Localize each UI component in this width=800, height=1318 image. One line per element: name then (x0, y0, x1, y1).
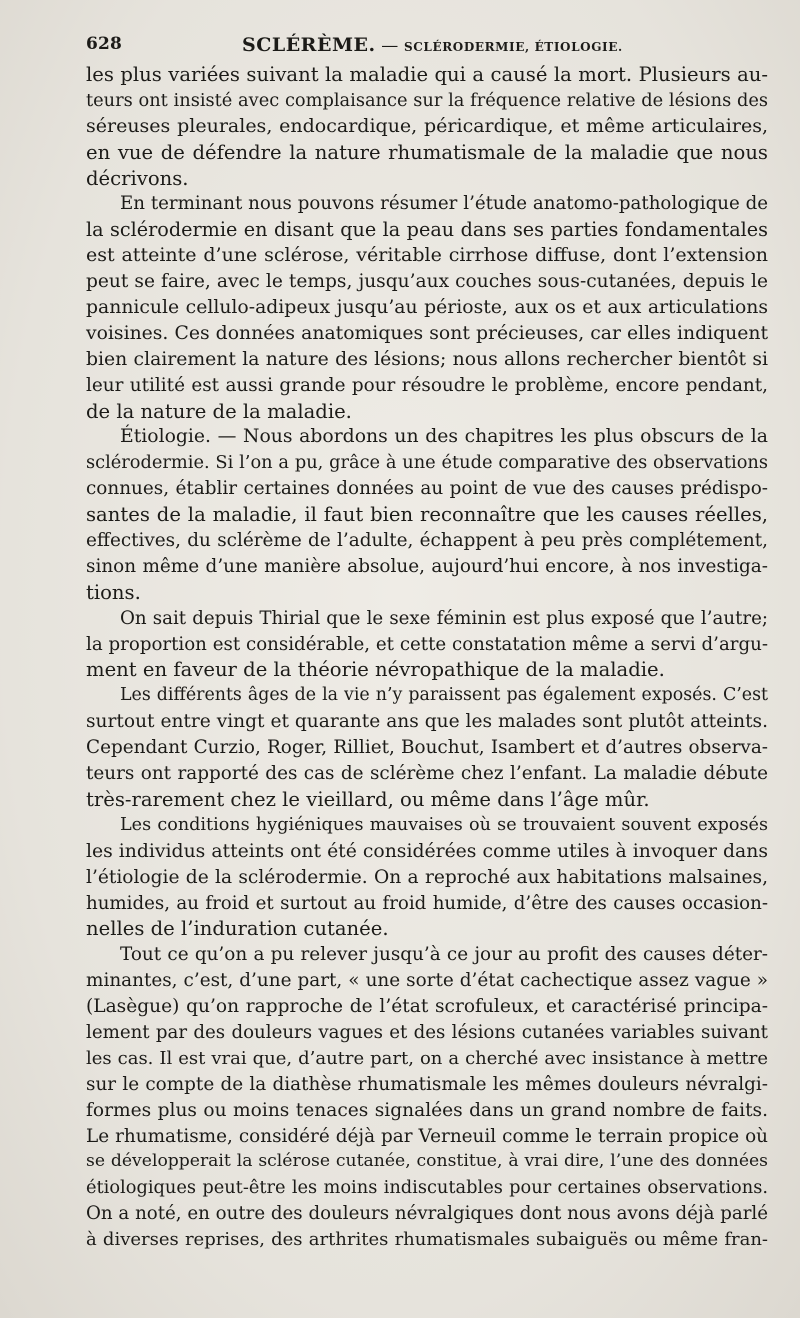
text-line: à diverses reprises, des arthrites rhumatismales subaiguës ou même fran- (86, 1229, 768, 1251)
running-title-dash: — (375, 36, 405, 56)
text-line: les cas. Il est vrai que, d’autre part, on a cherché avec insistance à mettre (86, 1047, 768, 1069)
text-line: décrivons. (86, 166, 189, 190)
text-line: En terminant nous pouvons résumer l’étude anatomo-pathologique de (120, 193, 768, 215)
text-line: ment en faveur de la théorie névropathique de la maladie. (86, 658, 665, 682)
text-line: (Lasègue) qu’on rapproche de l’état scrofuleux, et caractérisé principa- (86, 996, 768, 1018)
text-line: On a noté, en outre des douleurs névralgiques dont nous avons déjà parlé (86, 1203, 768, 1225)
text-line: santes de la maladie, il faut bien reconnaître que les causes réelles, (86, 503, 768, 527)
text-line: Les différents âges de la vie n’y paraissent pas également exposés. C’est (120, 685, 768, 706)
text-line: étiologiques peut-être les moins indiscutables pour certaines observations. (86, 1177, 768, 1199)
text-line: Étiologie. — Nous abordons un des chapitres les plus obscurs de la (120, 426, 768, 448)
text-line: On sait depuis Thirial que le sexe féminin est plus exposé que l’autre; (120, 607, 768, 629)
text-line: en vue de défendre la nature rhumatismale de la maladie que nous (86, 140, 768, 164)
text-line: pannicule cellulo-adipeux jusqu’au périoste, aux os et aux articulations (86, 297, 768, 319)
text-line: peut se faire, avec le temps, jusqu’aux couches sous-cutanées, depuis le (86, 271, 768, 293)
text-line: teurs ont insisté avec complaisance sur la fréquence relative de lésions des (86, 89, 768, 111)
running-title (242, 34, 623, 56)
text-line: connues, établir certaines données au point de vue des causes prédispo- (86, 478, 768, 500)
text-line: très-rarement chez le vieillard, ou même dans l’âge mûr. (86, 787, 650, 811)
text-line: les plus variées suivant la maladie qui a causé la mort. Plusieurs au- (86, 63, 768, 86)
page-number: 628 (86, 34, 123, 54)
text-line: surtout entre vingt et quarante ans que les malades sont plutôt atteints. (86, 711, 768, 733)
text-line: Le rhumatisme, considéré déjà par Verneuil comme le terrain propice où (86, 1125, 768, 1147)
text-line: se développerait la sclérose cutanée, constitue, à vrai dire, l’une des données (86, 1151, 768, 1172)
text-line: effectives, du sclérème de l’adulte, échappent à peu près complétement, (86, 530, 768, 552)
text-line: sinon même d’une manière absolue, aujourd’hui encore, à nos investiga- (86, 555, 768, 577)
text-line: de la nature de la maladie. (86, 399, 352, 423)
text-line: formes plus ou moins tenaces signalées dans un grand nombre de faits. (86, 1099, 768, 1121)
text-line: séreuses pleurales, endocardique, péricardique, et même articulaires, (86, 114, 768, 137)
text-line: bien clairement la nature des lésions; nous allons rechercher bientôt si (86, 348, 768, 370)
text-line: teurs ont rapporté des cas de sclérème chez l’enfant. La maladie débute (86, 763, 768, 785)
text-line: est atteinte d’une sclérose, véritable cirrhose diffuse, dont l’extension (86, 244, 768, 267)
text-line: tions. (86, 580, 141, 604)
text-line: Cependant Curzio, Roger, Rilliet, Bouchut, Isambert et d’autres observa- (86, 737, 768, 759)
body-text (86, 62, 768, 1253)
text-line: lement par des douleurs vagues et des lésions cutanées variables suivant (86, 1021, 768, 1043)
text-line: la proportion est considérable, et cette constatation même a servi d’argu- (86, 633, 768, 655)
text-line: minantes, c’est, d’une part, « une sorte d’état cachectique assez vague » (86, 970, 768, 992)
running-title-sub: SCLÉRODERMIE, ÉTIOLOGIE. (404, 40, 623, 54)
text-line: la sclérodermie en disant que la peau dans ses parties fondamentales (86, 218, 768, 242)
text-line: sclérodermie. Si l’on a pu, grâce à une étude comparative des observations (86, 452, 768, 474)
running-title-main: SCLÉRÈME. (242, 34, 376, 56)
text-line: sur le compte de la diathèse rhumatismale les mêmes douleurs névralgi- (86, 1073, 768, 1095)
text-line: humides, au froid et surtout au froid humide, d’être des causes occasion- (86, 892, 768, 914)
text-line: leur utilité est aussi grande pour résoudre le problème, encore pendant, (86, 374, 768, 396)
text-line: Tout ce qu’on a pu relever jusqu’à ce jour au profit des causes déter- (120, 944, 768, 966)
text-line: nelles de l’induration cutanée. (86, 917, 389, 941)
text-line: l’étiologie de la sclérodermie. On a reproché aux habitations malsaines, (86, 866, 768, 888)
running-header (86, 34, 766, 58)
text-line: les individus atteints ont été considérées comme utiles à invoquer dans (86, 840, 768, 862)
text-line: Les conditions hygiéniques mauvaises où se trouvaient souvent exposés (120, 814, 768, 835)
text-line: voisines. Ces données anatomiques sont précieuses, car elles indiquent (86, 322, 768, 344)
